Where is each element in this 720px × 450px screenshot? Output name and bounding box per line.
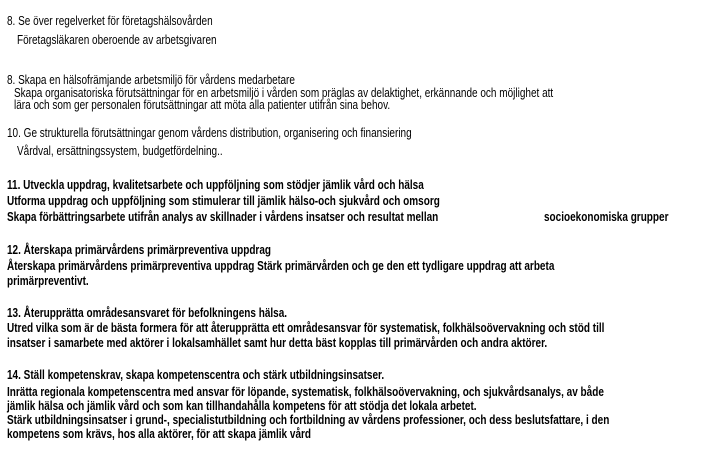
section-text: Skapa organisatoriska förutsättningar för en arbetsmiljö i vården som präglas av delaktighet, erkännande och möjlighet att [14,86,554,100]
section-heading: 8. Se över regelverket för företagshälsovården [7,14,213,28]
section-heading: 13. Återupprätta områdesansvaret för befolkningens hälsa. [7,306,288,320]
section-heading: 11. Utveckla uppdrag, kvalitetsarbete och uppföljning som stödjer jämlik vård och hälsa [7,178,424,192]
section-text: Utforma uppdrag och uppföljning som stimulerar till jämlik hälso-och sjukvård och omsorg [7,194,440,208]
section-heading: 12. Återskapa primärvårdens primärpreventiva uppdrag [7,243,271,257]
section-text: Skapa förbättringsarbete utifrån analys av skillnader i vårdens insatser och resultat mellan [7,210,439,224]
section-text: Utred vilka som är de bästa formera för att återupprätta ett områdesansvar för systematisk, folkhälsoövervakning och stöd till [7,321,605,335]
section-text: Inrätta regionala kompetenscentra med ansvar för löpande, systematisk, folkhälsoövervakning, och sjukvårdsanalys, av både [7,385,604,399]
section-text: Vårdval, ersättningssystem, budgetfördelning.. [17,144,223,158]
section-heading: 10. Ge strukturella förutsättningar genom vårdens distribution, organisering och finansiering [7,126,412,140]
section-text: jämlik hälsa och jämlik vård och som kan tillhandahålla kompetens för att stödja det lokala arbetet. [7,399,477,413]
section-text: Företagsläkaren oberoende av arbetsgivaren [17,33,217,47]
section-text: primärpreventivt. [7,274,89,288]
section-text: insatser i samarbete med aktörer i lokalsamhället samt hur detta bäst kopplas till primärvården och andra aktörer. [7,336,548,350]
section-text: Stärk utbildningsinsatser i grund-, specialistutbildning och fortbildning av vårdens professioner, och dess beslutsfattare, i den [7,413,610,427]
section-heading: 8. Skapa en hälsofrämjande arbetsmiljö för vårdens medarbetare [7,73,295,87]
section-text: kompetens som krävs, hos alla aktörer, för att skapa jämlik vård [7,427,312,441]
section-text: Återskapa primärvårdens primärpreventiva uppdrag Stärk primärvården och ge den ett tydligare uppdrag att arbeta [7,259,555,273]
section-heading: 14. Ställ kompetenskrav, skapa kompetenscentra och stärk utbildningsinsatser. [7,368,385,382]
section-text: lära och som ger personalen förutsättningar att möta alla patienter utifrån sina behov. [14,98,391,112]
section-text: socioekonomiska grupper [544,210,669,224]
